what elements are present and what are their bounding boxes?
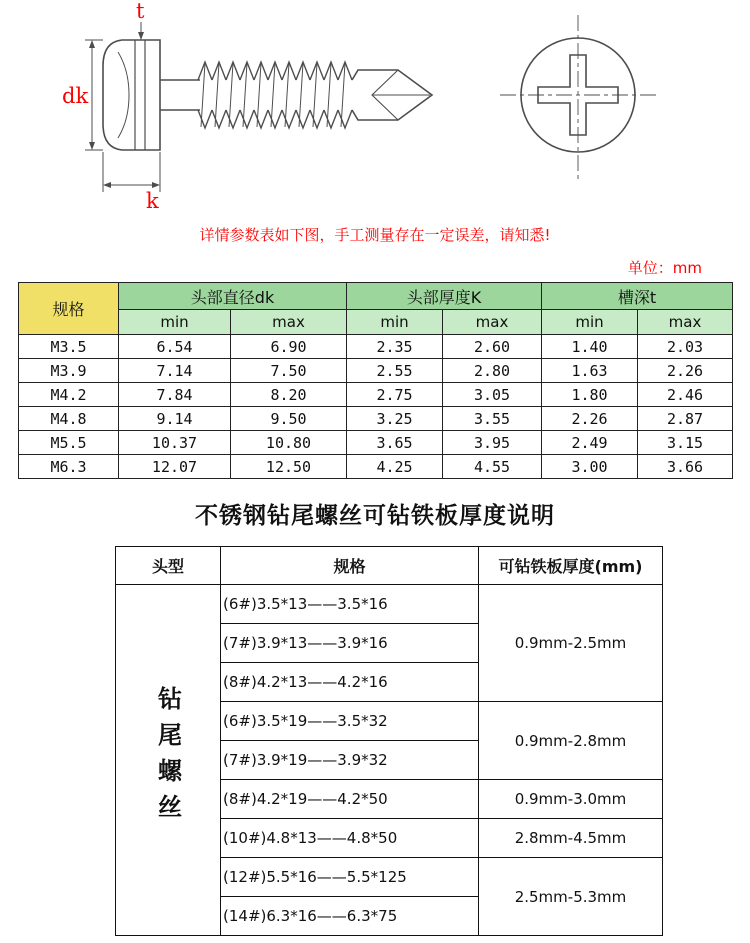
value-cell: 2.35 bbox=[347, 335, 443, 359]
value-cell: 2.75 bbox=[347, 383, 443, 407]
table-row bbox=[19, 335, 733, 359]
spec-range-cell: (12#)5.5*16——5.5*125 bbox=[221, 858, 479, 897]
value-cell: 3.65 bbox=[347, 431, 443, 455]
head-type-label: 钻尾螺丝 bbox=[153, 686, 182, 830]
dimension-dk bbox=[62, 40, 103, 150]
col-group-head-diameter: 头部直径dk bbox=[119, 283, 347, 310]
value-cell: 2.87 bbox=[638, 407, 733, 431]
table-row bbox=[19, 407, 733, 431]
spec-range-cell: (14#)6.3*16——6.3*75 bbox=[221, 897, 479, 936]
dimension-k bbox=[103, 152, 160, 212]
dimension-spec-table bbox=[18, 282, 733, 479]
value-cell: 6.54 bbox=[119, 335, 231, 359]
col-group-slot-depth: 槽深t bbox=[542, 283, 733, 310]
value-cell: 7.14 bbox=[119, 359, 231, 383]
value-cell: 2.26 bbox=[638, 359, 733, 383]
col-header-spec: 规格 bbox=[221, 547, 479, 585]
table-row bbox=[19, 383, 733, 407]
value-cell: 12.07 bbox=[119, 455, 231, 479]
value-cell: 1.40 bbox=[542, 335, 638, 359]
value-cell: 12.50 bbox=[231, 455, 347, 479]
spec-range-cell: (7#)3.9*13——3.9*16 bbox=[221, 624, 479, 663]
value-cell: 2.46 bbox=[638, 383, 733, 407]
table-row bbox=[19, 455, 733, 479]
value-cell: 2.80 bbox=[443, 359, 542, 383]
screw-technical-drawing bbox=[0, 0, 750, 212]
table-row bbox=[116, 585, 663, 624]
spec-range-cell: (10#)4.8*13——4.8*50 bbox=[221, 819, 479, 858]
thickness-cell: 0.9mm-2.5mm bbox=[479, 585, 663, 702]
value-cell: 2.03 bbox=[638, 335, 733, 359]
value-cell: 1.80 bbox=[542, 383, 638, 407]
dimension-t bbox=[136, 0, 145, 40]
value-cell: 4.55 bbox=[443, 455, 542, 479]
value-cell: 9.50 bbox=[231, 407, 347, 431]
spec-cell: M6.3 bbox=[19, 455, 119, 479]
dim-label-k: k bbox=[146, 189, 159, 212]
value-cell: 3.25 bbox=[347, 407, 443, 431]
value-cell: 8.20 bbox=[231, 383, 347, 407]
spec-cell: M5.5 bbox=[19, 431, 119, 455]
value-cell: 3.66 bbox=[638, 455, 733, 479]
spec-range-cell: (8#)4.2*13——4.2*16 bbox=[221, 663, 479, 702]
value-cell: 2.55 bbox=[347, 359, 443, 383]
subheader-max: max bbox=[638, 310, 733, 335]
dim-label-dk: dk bbox=[62, 84, 89, 108]
value-cell: 1.63 bbox=[542, 359, 638, 383]
value-cell: 7.50 bbox=[231, 359, 347, 383]
spec-cell: M3.9 bbox=[19, 359, 119, 383]
thickness-cell: 2.8mm-4.5mm bbox=[479, 819, 663, 858]
value-cell: 3.95 bbox=[443, 431, 542, 455]
spec-range-cell: (6#)3.5*19——3.5*32 bbox=[221, 702, 479, 741]
spec-range-cell: (7#)3.9*19——3.9*32 bbox=[221, 741, 479, 780]
table-row bbox=[19, 431, 733, 455]
head-type-cell bbox=[116, 585, 221, 936]
subheader-min: min bbox=[347, 310, 443, 335]
value-cell: 2.60 bbox=[443, 335, 542, 359]
value-cell: 3.15 bbox=[638, 431, 733, 455]
col-header-spec: 规格 bbox=[19, 283, 119, 335]
spec-cell: M4.2 bbox=[19, 383, 119, 407]
subheader-max: max bbox=[231, 310, 347, 335]
dim-label-t: t bbox=[136, 0, 145, 23]
value-cell: 9.14 bbox=[119, 407, 231, 431]
screw-diagram-svg bbox=[0, 0, 750, 212]
thickness-cell: 0.9mm-3.0mm bbox=[479, 780, 663, 819]
value-cell: 2.26 bbox=[542, 407, 638, 431]
col-header-head-type: 头型 bbox=[116, 547, 221, 585]
measurement-notice: 详情参数表如下图，手工测量存在一定误差，请知悉! bbox=[199, 226, 551, 244]
section-title: 不锈钢钻尾螺丝可钻铁板厚度说明 bbox=[195, 503, 555, 529]
value-cell: 4.25 bbox=[347, 455, 443, 479]
spec-cell: M3.5 bbox=[19, 335, 119, 359]
spec-cell: M4.8 bbox=[19, 407, 119, 431]
spec-range-cell: (6#)3.5*13——3.5*16 bbox=[221, 585, 479, 624]
value-cell: 10.80 bbox=[231, 431, 347, 455]
drill-capacity-table bbox=[115, 546, 663, 936]
subheader-min: min bbox=[542, 310, 638, 335]
spec-range-cell: (8#)4.2*19——4.2*50 bbox=[221, 780, 479, 819]
value-cell: 7.84 bbox=[119, 383, 231, 407]
screw-front-view bbox=[500, 15, 656, 180]
thickness-cell: 0.9mm-2.8mm bbox=[479, 702, 663, 780]
col-header-thickness: 可钻铁板厚度(mm) bbox=[479, 547, 663, 585]
table-row bbox=[19, 359, 733, 383]
col-group-head-thickness: 头部厚度K bbox=[347, 283, 542, 310]
value-cell: 3.00 bbox=[542, 455, 638, 479]
unit-label: 单位：mm bbox=[627, 259, 702, 277]
value-cell: 3.05 bbox=[443, 383, 542, 407]
subheader-min: min bbox=[119, 310, 231, 335]
value-cell: 3.55 bbox=[443, 407, 542, 431]
value-cell: 6.90 bbox=[231, 335, 347, 359]
value-cell: 2.49 bbox=[542, 431, 638, 455]
screw-side-view bbox=[103, 40, 432, 150]
thickness-cell: 2.5mm-5.3mm bbox=[479, 858, 663, 936]
value-cell: 10.37 bbox=[119, 431, 231, 455]
subheader-max: max bbox=[443, 310, 542, 335]
